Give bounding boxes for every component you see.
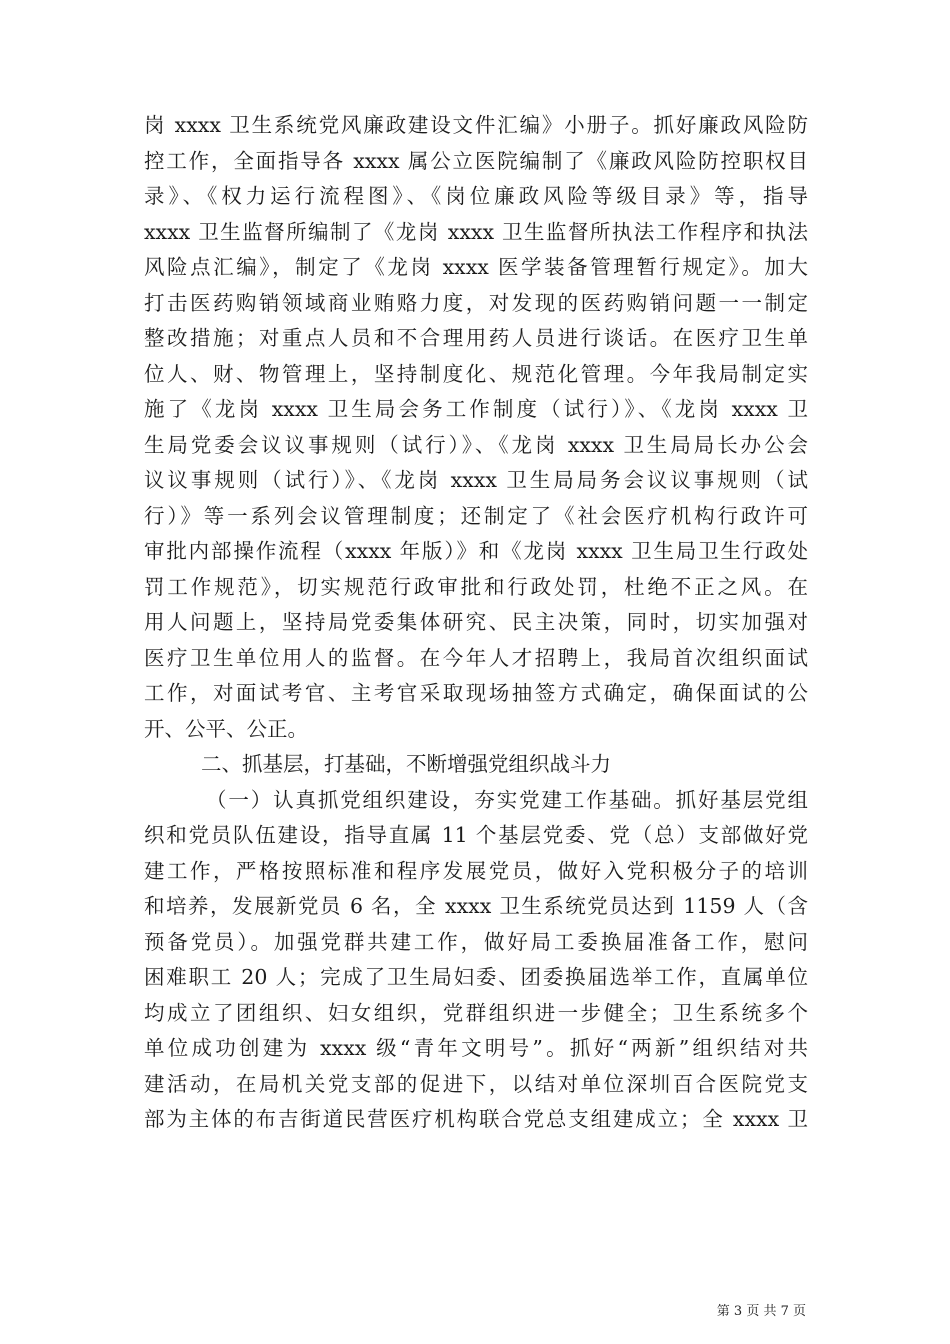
- text-line: xxxx 卫生监督所编制了《龙岗 xxxx 卫生监督所执法工作程序和执法: [144, 219, 808, 244]
- text-line: 均成立了团组织、妇女组织，党群组织进一步健全；卫生系统多个: [144, 1000, 808, 1025]
- text-line: 整改措施；对重点人员和不合理用药人员进行谈话。在医疗卫生单: [144, 326, 808, 350]
- text-line: 和培养，发展新党员 6 名，全 xxxx 卫生系统党员达到 1159 人（含: [144, 894, 808, 918]
- text-line: 工作，对面试考官、主考官采取现场抽签方式确定，确保面试的公: [144, 681, 808, 705]
- text-line: 生局党委会议议事规则（试行）》、《龙岗 xxxx 卫生局局长办公会: [144, 432, 808, 457]
- text-line: 审批内部操作流程（xxxx 年版）》和《龙岗 xxxx 卫生局卫生行政处: [144, 539, 808, 563]
- text-line: 预备党员）。加强党群共建工作，做好局工委换届准备工作，慰问: [144, 929, 808, 954]
- text-line: 行）》等一系列会议管理制度；还制定了《社会医疗机构行政许可: [144, 503, 808, 528]
- text-line: 单位成功创建为 xxxx 级“青年文明号”。抓好“两新”组织结对共: [144, 1036, 808, 1060]
- text-line: 岗 xxxx 卫生系统党风廉政建设文件汇编》小册子。抓好廉政风险防: [144, 113, 808, 137]
- text-line: 位人、财、物管理上，坚持制度化、规范化管理。今年我局制定实: [144, 361, 808, 386]
- text-line: 织和党员队伍建设，指导直属 11 个基层党委、党（总）支部做好党: [144, 823, 808, 847]
- text-line: 医疗卫生单位用人的监督。在今年人才招聘上，我局首次组织面试: [144, 645, 808, 670]
- text-line: 开、公平、公正。: [144, 716, 308, 741]
- text-line: 议议事规则（试行）》、《龙岗 xxxx 卫生局局务会议议事规则（试: [144, 468, 808, 492]
- text-line: 罚工作规范》，切实规范行政审批和行政处罚，杜绝不正之风。在: [144, 574, 808, 599]
- text-line: 二、抓基层，打基础，不断增强党组织战斗力: [201, 752, 611, 776]
- text-line: 困难职工 20 人；完成了卫生局妇委、团委换届选举工作，直属单位: [144, 965, 808, 989]
- text-line: 建工作，严格按照标准和程序发展党员，做好入党积极分子的培训: [144, 858, 808, 883]
- text-line: 建活动，在局机关党支部的促进下，以结对单位深圳百合医院党支: [144, 1071, 808, 1096]
- document-body: [144, 108, 808, 1138]
- text-line: 录》、《权力运行流程图》、《岗位廉政风险等级目录》等，指导: [144, 184, 808, 208]
- text-line: 控工作，全面指导各 xxxx 属公立医院编制了《廉政风险防控职权目: [144, 148, 808, 173]
- text-line: 风险点汇编》，制定了《龙岗 xxxx 医学装备管理暂行规定》。加大: [144, 255, 808, 279]
- text-line: 打击医药购销领域商业贿赂力度，对发现的医药购销问题一一制定: [144, 290, 808, 315]
- text-line: 施了《龙岗 xxxx 卫生局会务工作制度（试行）》、《龙岗 xxxx 卫: [144, 397, 808, 421]
- page-number-footer: 第 3 页 共 7 页: [716, 1304, 806, 1319]
- text-line: 用人问题上，坚持局党委集体研究、民主决策，同时，切实加强对: [144, 610, 808, 634]
- text-line: 部为主体的布吉街道民营医疗机构联合党总支组建成立；全 xxxx 卫: [144, 1107, 808, 1131]
- text-line: （一）认真抓党组织建设，夯实党建工作基础。抓好基层党组: [206, 787, 808, 812]
